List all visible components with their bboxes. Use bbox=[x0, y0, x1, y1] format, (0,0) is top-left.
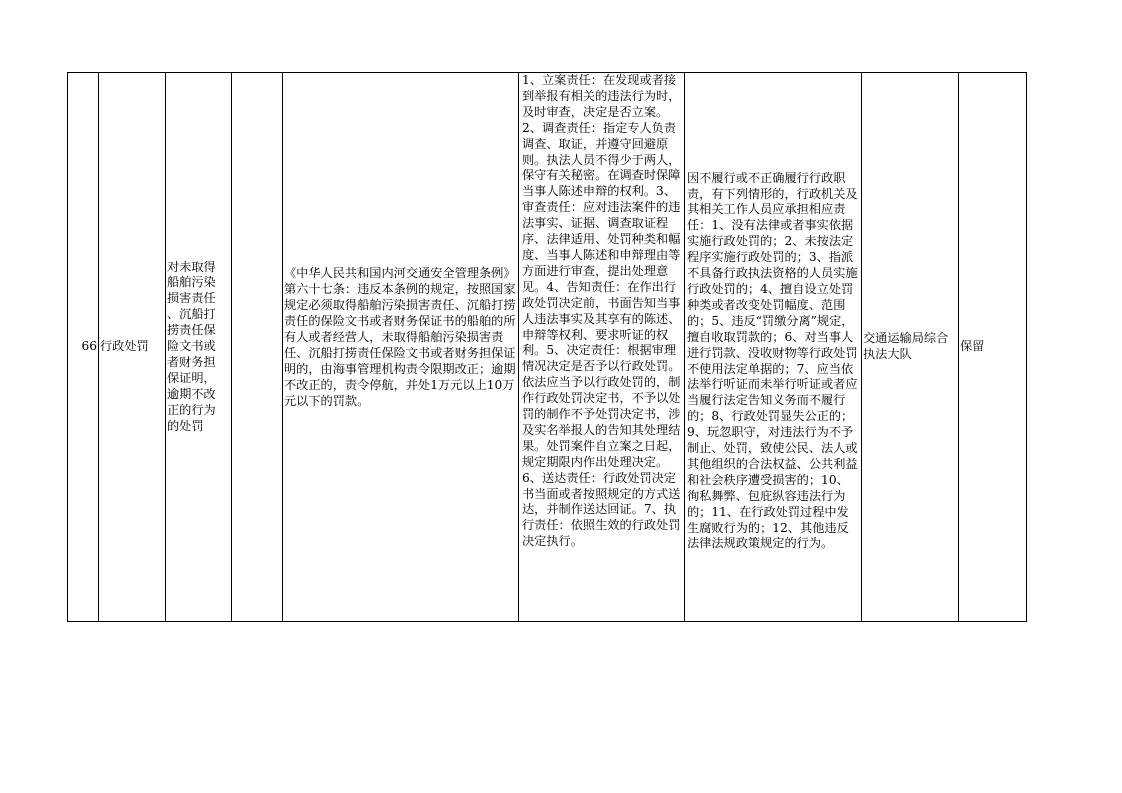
status: 保留 bbox=[959, 73, 1027, 622]
responsibility-cell bbox=[519, 73, 685, 622]
table-row bbox=[68, 73, 1027, 622]
accountability-cell bbox=[685, 73, 862, 622]
power-item-name: 对未取得 船舶污染 损害责任 、沉船打 捞责任保 险文书或 者财务担 保证明， 逾期不改 正的行为 的处罚 bbox=[166, 73, 232, 622]
sub-item-cell bbox=[232, 73, 283, 622]
department: 交通运输局综合执法大队 bbox=[862, 73, 959, 622]
power-category: 行政处罚 bbox=[99, 73, 166, 622]
power-list-table bbox=[67, 72, 1027, 622]
accountability-text: 因不履行或不正确履行行政职责，有下列情形的，行政机关及其相关工作人员应承担相应责任：1、没有法律或者事实依据实施行政处罚的；2、未按法定程序实施行政处罚的；3、指派不具备行政执法资格的人员实施行政处罚的；4、擅自设立处罚种类或者改变处罚幅度、范围的；5、违反“罚缴分离”规定，擅自收取罚款的；6、对当事人进行罚款、没收财物等行政处罚不使用法定单据的；7、应当依法举行听证而未举行听证或者应当履行法定告知义务而不履行的；8、行政处罚显失公正的；9、玩忽职守，对违法行为不予制止、处罚，致使公民、法人或其他组织的合法权益、公共利益和社会秩序遭受损害的；10、徇私舞弊、包庇纵容违法行为的；11、在行政处罚过程中发生腐败行为的；12、其他违反法律法规政策规定的行为。 bbox=[687, 170, 858, 551]
legal-basis bbox=[283, 73, 519, 622]
legal-basis-text: 《中华人民共和国内河交通安全管理条例》 第六十七条：违反本条例的规定，按照国家规定必须取得船舶污染损害责任、沉船打捞责任的保险文书或者财务保证书的船舶的所有人或者经营人，未取得船舶污染损害责任、沉船打捞责任保险文书或者财务担保证明的，由海事管理机构责令限期改正；逾期不改正的，责令停航，并处1万元以上10万元以下的罚款。 bbox=[284, 266, 516, 408]
responsibility-text: 1、立案责任：在发现或者接到举报有相关的违法行为时，及时审查，决定是否立案。2、调查责任：指定专人负责调查、取证，并遵守回避原则。执法人员不得少于两人，保守有关秘密。在调查时保障当事人陈述申辩的权利。3、审查责任：应对违法案件的违法事实、证据、调查取证程序、法律适用、处罚种类和幅度、当事人陈述和申辩理由等方面进行审查，提出处理意见。4、告知责任：在作出行政处罚决定前，书面告知当事人违法事实及其享有的陈述、申辩等权利、要求听证的权利。5、决定责任：根据审理情况决定是否予以行政处罚。依法应当予以行政处罚的，制作行政处罚决定书，不予以处罚的制作不予处罚决定书，涉及实名举报人的告知其处理结果。处罚案件自立案之日起，规定期限内作出处理决定。 6、送达责任：行政处罚决定书当面或者按照规定的方式送达，并制作送达回证。7、执行责任：依照生效的行政处罚决定执行。 bbox=[522, 73, 681, 549]
row-number: 66 bbox=[68, 73, 99, 622]
